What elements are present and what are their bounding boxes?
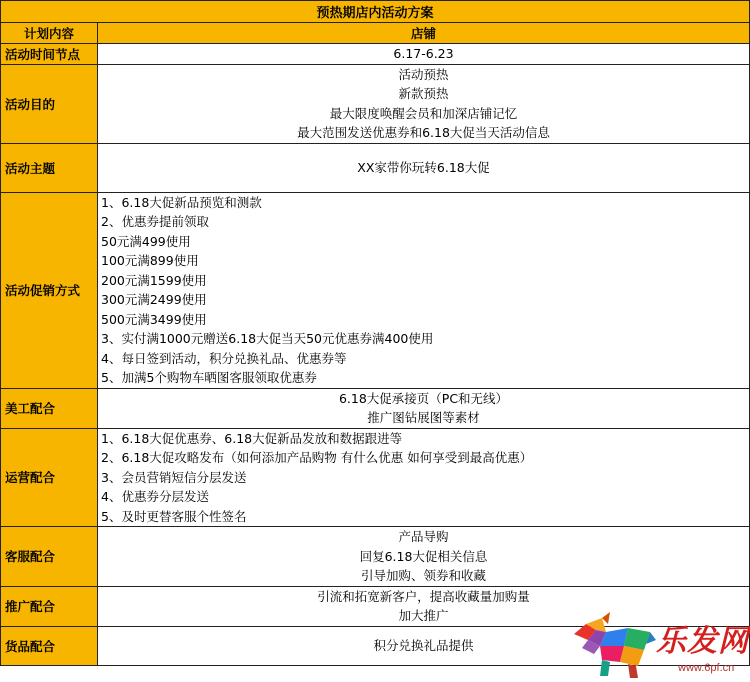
row-label-marketing: 推广配合 xyxy=(1,586,98,626)
table-row-promotion xyxy=(1,192,750,388)
content-line: 5、加满5个购物车晒图客服领取优惠券 xyxy=(101,370,317,385)
row-content-time-node xyxy=(98,44,750,65)
row-label-promotion: 活动促销方式 xyxy=(1,192,98,388)
content-line: 4、优惠券分层发送 xyxy=(101,489,209,504)
content-line: 活动预热 xyxy=(398,66,449,82)
column-header-plan: 计划内容 xyxy=(1,23,98,44)
row-content-marketing xyxy=(98,586,750,626)
row-label-operation: 运营配合 xyxy=(1,428,98,527)
content-line: 200元满1599使用 xyxy=(101,272,207,288)
content-line: 引导加购、领券和收藏 xyxy=(361,568,487,583)
row-label-goods: 货品配合 xyxy=(1,626,98,665)
content-line: 4、每日签到活动，积分兑换礼品、优惠券等 xyxy=(101,350,347,366)
row-content-service xyxy=(98,527,750,587)
content-line: 加大推广 xyxy=(398,608,449,623)
content-line: 6.18大促承接页（PC和无线） xyxy=(338,390,509,406)
content-line: 1、6.18大促优惠券、6.18大促新品发放和数据跟进等 xyxy=(101,430,403,446)
row-label-design: 美工配合 xyxy=(1,388,98,428)
table-row-time-node xyxy=(1,44,750,65)
table-row-service xyxy=(1,527,750,587)
content-line: 6.17-6.23 xyxy=(393,46,454,61)
row-content-operation xyxy=(98,428,750,527)
row-content-promotion xyxy=(98,192,750,388)
content-line: 1、6.18大促新品预览和测款 xyxy=(101,194,262,210)
row-label-service: 客服配合 xyxy=(1,527,98,587)
content-line: XX家带你玩转6.18大促 xyxy=(357,159,490,175)
content-line: 2、6.18大促攻略发布（如何添加产品购物 有什么优惠 如何享受到最高优惠） xyxy=(101,450,533,465)
content-line: 3、实付满1000元赠送6.18大促当天50元优惠券满400使用 xyxy=(101,331,434,346)
content-line: 3、会员营销短信分层发送 xyxy=(101,469,247,485)
content-line: 积分兑换礼品提供 xyxy=(373,637,474,653)
table-row-theme xyxy=(1,143,750,192)
table-row-goods xyxy=(1,626,750,665)
table-row-purpose xyxy=(1,64,750,143)
table-row-operation xyxy=(1,428,750,527)
content-line: 50元满499使用 xyxy=(101,233,191,249)
content-line: 推广图钻展图等素材 xyxy=(367,410,480,425)
content-line: 新款预热 xyxy=(398,86,449,101)
row-content-purpose xyxy=(98,64,750,143)
content-line: 300元满2499使用 xyxy=(101,292,207,307)
row-label-theme: 活动主题 xyxy=(1,143,98,192)
content-line: 最大范围发送优惠券和6.18大促当天活动信息 xyxy=(297,125,550,140)
content-line: 引流和拓宽新客户，提高收藏量加购量 xyxy=(317,588,530,604)
table-row-design xyxy=(1,388,750,428)
content-line: 回复6.18大促相关信息 xyxy=(359,548,488,564)
content-line: 最大限度唤醒会员和加深店铺记忆 xyxy=(329,105,518,121)
table-title: 预热期店内活动方案 xyxy=(1,1,750,23)
row-content-theme xyxy=(98,143,750,192)
column-header-store: 店铺 xyxy=(98,23,750,44)
watermark-url: www.6pf.cn xyxy=(678,662,735,674)
table-row-marketing xyxy=(1,586,750,626)
row-label-purpose: 活动目的 xyxy=(1,64,98,143)
content-line: 5、及时更替客服个性签名 xyxy=(101,508,247,524)
row-label-time-node: 活动时间节点 xyxy=(1,44,98,65)
content-line: 产品导购 xyxy=(398,529,449,544)
content-line: 500元满3499使用 xyxy=(101,311,207,327)
content-line: 2、优惠券提前领取 xyxy=(101,214,209,229)
content-line: 100元满899使用 xyxy=(101,253,199,268)
row-content-design xyxy=(98,388,750,428)
row-content-goods xyxy=(98,626,750,665)
watermark-logo-text: 乐发网 xyxy=(656,624,749,659)
